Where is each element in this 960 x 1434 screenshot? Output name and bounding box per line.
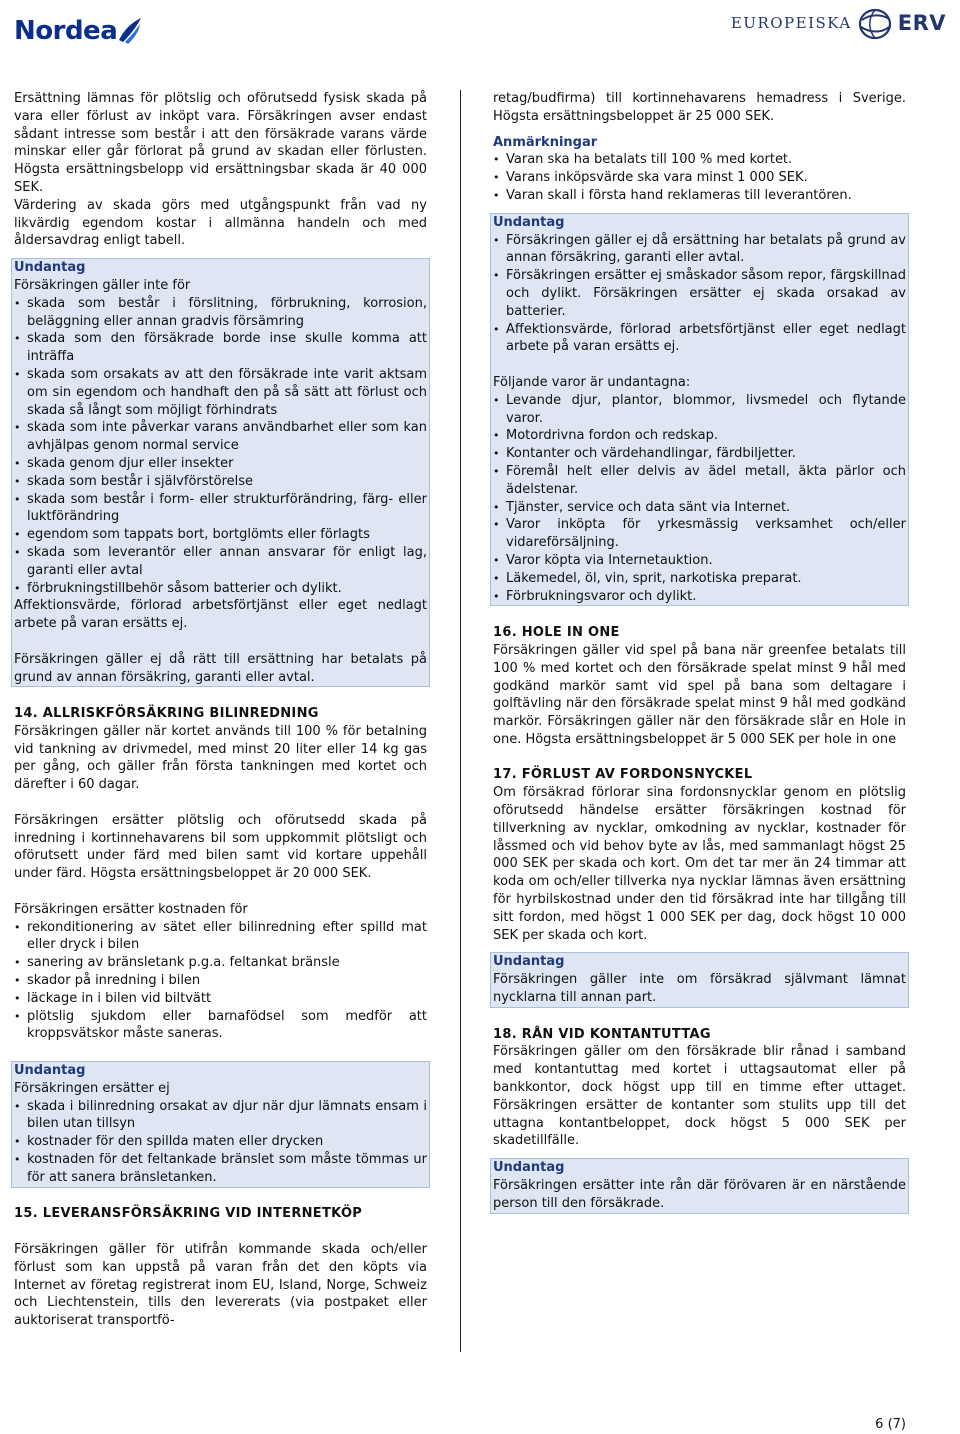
exception-title: Undantag [493,954,565,970]
exception-box-shipping [11,258,430,687]
nordea-swoosh-icon [115,16,143,46]
list-item: • förbrukningstillbehör såsom batterier och dylikt. [14,580,427,598]
list-item: • skada genom djur eller insekter [14,455,427,473]
list-item: • Läkemedel, öl, vin, sprit, narkotiska preparat. [493,570,906,588]
list-item: • egendom som tappats bort, bortglömts eller förlagts [14,526,427,544]
list-item: • skada som består i form- eller strukturförändring, färg- eller luktförändring [14,491,427,527]
exception-box-keys [490,952,909,1007]
exception-box-car [11,1061,430,1188]
exception-lead: Följande varor är undantagna: [493,374,691,390]
exception-text: Försäkringen ersätter inte rån där förövaren är en närstående person till den försäkrade. [493,1178,906,1211]
list-item: • Motordrivna fordon och redskap. [493,427,906,445]
section-17-heading: 17. FÖRLUST AV FORDONSNYCKEL [493,767,753,783]
erv-wordmark: ERV [897,11,946,36]
list-item: • kostnaden för det feltankade bränslet som måste tömmas ur för att sanera bränsletanken. [14,1151,427,1187]
list-item: • Levande djur, plantor, blommor, livsmedel och flytande varor. [493,392,906,428]
list-item: • Föremål helt eller delvis av ädel metall, äkta pärlor och ädelstenar. [493,463,906,499]
exception-box-internet [490,213,909,607]
exception-last: Försäkringen gäller ej då rätt till ersättning har betalats på grund av annan försäkring, garanti eller avtal. [14,651,427,685]
list-item: • Varor inköpta för yrkesmässig verksamhet och/eller vidareförsäljning. [493,516,906,552]
exception-lead: Försäkringen gäller inte för [14,277,191,293]
list-item: • skada som består i förslitning, förbrukning, korrosion, beläggning eller annan gradvis försämring [14,295,427,331]
exception-lead: Försäkringen ersätter ej [14,1080,170,1096]
intro-paragraph: Ersättning lämnas för plötslig och oförutsedd fysisk skada på vara eller förlust av inköpt vara. Försäkringen avser endast sådant intresse som består i att den försäkrade varans värde minskar eller går förlorat på grund av skadan eller förlusten. Högsta ersättningsbelopp vid ersättningsbar skada är 40 000 SEK. [14,91,427,195]
left-column [14,90,427,1330]
list-item: • skada som orsakats av att den försäkrade inte varit aktsam om sin egendom och handhaft den på så sätt att förlust och skada så långt som möjligt förhindrats [14,366,427,419]
page-header [0,0,960,50]
list-item: • Försäkringen gäller ej då ersättning har betalats på grund av annan försäkring, garanti eller avtal. [493,232,906,268]
section-14-heading: 14. ALLRISKFÖRSÄKRING BILINREDNING [14,706,319,722]
section-15-paragraph-1: Försäkringen gäller för utifrån kommande skada och/eller förlust som kan uppstå på varan från det den köpts via Internet av företag registrerat inom EU, Island, Norge, Schweiz och Liechtenstein, tills den levererats (via postpaket eller auktoriserat transportfö- [14,1242,427,1329]
exception-title: Undantag [14,1063,86,1079]
list-item: • Varor köpta via Internetauktion. [493,552,906,570]
excluded-goods-list [493,392,906,606]
europeiska-wordmark: EUROPEISKA [730,14,852,33]
list-item: • Affektionsvärde, förlorad arbetsförtjänst eller eget nedlagt arbete på varan ersätts ej. [493,321,906,357]
section-14-paragraph-1: Försäkringen gäller när kortet används till 100 % för betalning vid tankning av drivmedel, med minst 20 liter eller 14 kg gas per gång, och gäller från första tankningen med kortet och därefter i 60 dagar. [14,723,427,793]
list-item: • Förbrukningsvaror och dylikt. [493,588,906,606]
list-item: • skada i bilinredning orsakat av djur när djur lämnats ensam i bilen utan tillsyn [14,1098,427,1134]
list-item: • Varan skall i första hand reklameras till leverantören. [493,187,906,205]
list-item: • skada som inte påverkar varans användbarhet eller som kan avhjälpas genom normal service [14,419,427,455]
exception-title: Undantag [493,1160,565,1176]
section-14-list [14,919,427,1044]
section-16-heading: 16. HOLE IN ONE [493,625,620,641]
list-item: • rekonditionering av sätet eller bilinredning efter spilld mat eller dryck i bilen [14,919,427,955]
list-item: • kostnader för den spillda maten eller drycken [14,1133,427,1151]
list-item: • Varan ska ha betalats till 100 % med kortet. [493,151,906,169]
remarks-list [493,151,906,204]
remarks-heading: Anmärkningar [493,134,598,150]
section-14-paragraph-3: Försäkringen ersätter kostnaden för [14,901,248,917]
page-number: 6 (7) [875,1417,906,1432]
section-14-paragraph-2: Försäkringen ersätter plötslig och oförutsedd skada på inredning i kortinnehavarens bil som uppkommit plötsligt och oförutsett under färd med bilen samt vid kortare uppehåll under färd. Högsta ersättningsbeloppet är 20 000 SEK. [14,812,427,882]
list-item: • skada som den försäkrade borde inse skulle komma att inträffa [14,330,427,366]
section-18-heading: 18. RÅN VID KONTANTUTTAG [493,1026,711,1042]
exception-list [14,295,427,598]
section-15-continuation: retag/budfirma) till kortinnehavarens hemadress i Sverige. Högsta ersättningsbeloppet är 25 000 SEK. [493,91,906,124]
list-item: • sanering av bränsletank p.g.a. feltankat bränsle [14,954,427,972]
list-item: • Varans inköpsvärde ska vara minst 1 000 SEK. [493,169,906,187]
exception-list [493,232,906,357]
list-item: • skada som leverantör eller annan ansvarar för enligt lag, garanti eller avtal [14,544,427,580]
right-column [493,90,906,1214]
column-divider [460,90,461,1352]
nordea-wordmark: Nordea [14,16,118,46]
exception-text: Försäkringen gäller inte om försäkrad självmant lämnat nycklarna till annan part. [493,972,906,1006]
list-item: • Försäkringen ersätter ej småskador såsom repor, färgskillnad och dylikt. Försäkringen ersätter ej skada orsakad av batterier. [493,267,906,320]
list-item: • Tjänster, service och data sänt via Internet. [493,499,906,517]
exception-title: Undantag [14,260,86,276]
erv-globe-icon [858,8,892,40]
europeiska-erv-logo [731,8,946,40]
exception-title: Undantag [493,214,565,230]
section-16-paragraph-1: Försäkringen gäller vid spel på bana när greenfee betalats till 100 % med kortet och den försäkrade spelat minst 9 hål med godkänd markör samt vid spel på bana som deltagare i golftävling när den försäkrade spelat minst 9 hål med godkänd markör. Försäkringen gäller när den försäkrade slår en Hole in one. Högsta ersättningsbeloppet är 5 000 SEK per hole in one [493,642,906,747]
section-17-paragraph-1: Om försäkrad förlorar sina fordonsnycklar genom en plötslig oförutsedd händelse ersätter försäkringen kostnad för tillverkning av nycklar, omkodning av nycklar, kostnader för låssmed och vid behov byte av lås, med sammanlagt högst 25 000 SEK per skada och kort. Om det tar mer än 24 timmar att koda om och/eller tillverka nya nycklar lämnas även ersättning för hyrbilskostnad under den tid försäkrad inte har tillgång till sitt fordon, med högst 1 000 SEK per dag, dock högst 10 000 SEK per skada och kort. [493,785,906,943]
exception-box-robbery [490,1158,909,1213]
nordea-logo [14,6,143,46]
list-item: • skada som består i självförstörelse [14,473,427,491]
list-item: • Kontanter och värdehandlingar, färdbiljetter. [493,445,906,463]
exception-after: Affektionsvärde, förlorad arbetsförtjänst eller eget nedlagt arbete på varan ersätts ej. [14,598,427,632]
valuation-paragraph: Värdering av skada görs med utgångspunkt från vad ny likvärdig egendom kostar i allmänna handeln och med åldersavdrag enligt tabell. [14,197,427,249]
list-item: • skador på inredning i bilen [14,972,427,990]
list-item: • läckage in i bilen vid biltvätt [14,990,427,1008]
section-15-heading: 15. LEVERANSFÖRSÄKRING VID INTERNETKÖP [14,1206,363,1222]
exception-list [14,1098,427,1187]
section-18-paragraph-1: Försäkringen gäller om den försäkrade blir rånad i samband med kontantuttag med kortet i uttagsautomat eller på bankkontor, dock högst upp till en timme efter uttaget. Försäkringen ersätter de kontanter som stulits upp till det uttagna kontantbeloppet, dock högst 5 000 SEK per skadetillfälle. [493,1044,906,1149]
list-item: • plötslig sjukdom eller barnafödsel som medför att kroppsvätskor måste saneras. [14,1008,427,1044]
